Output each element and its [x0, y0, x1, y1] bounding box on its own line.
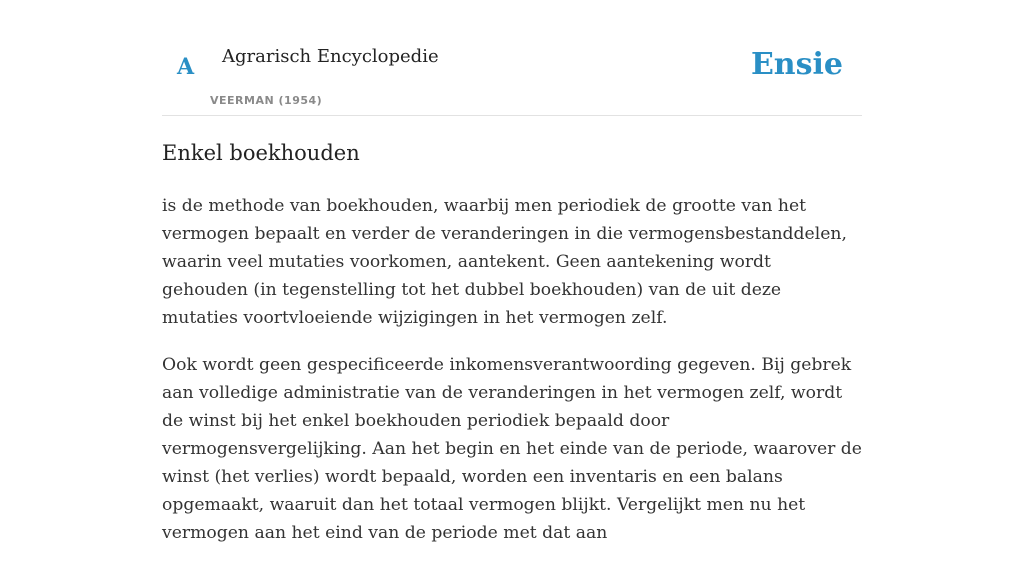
article-paragraph: Ook wordt geen gespecificeerde inkomensverantwoording gegeven. Bij gebrek aan volledige administratie van de veranderingen in het vermogen zelf, wordt de winst bij het enkel boekhouden periodiek bepaald door vermogensvergelijking. Aan het begin en het einde van de periode, waarover de winst (het verlies) wordt bepaald, worden een inventaris en een balans opgemaakt, waaruit dan het totaal vermogen blijkt. Vergelijkt men nu het vermogen aan het eind van de periode met dat aan [162, 355, 862, 543]
page-header [162, 0, 862, 116]
ensie-brand-logo[interactable]: Ensie [750, 47, 843, 82]
encyclopedia-subtitle: VEERMAN (1954) [210, 94, 323, 107]
encyclopedia-title[interactable]: Agrarisch Encyclopedie [222, 46, 439, 67]
article-title: Enkel boekhouden [162, 141, 360, 165]
encyclopedia-logo-icon[interactable]: A [177, 54, 195, 80]
article-body [162, 192, 862, 566]
article-paragraph: is de methode van boekhouden, waarbij men periodiek de grootte van het vermogen bepaalt en verder de veranderingen in die vermogensbestanddelen, waarin veel mutaties voorkomen, aantekent. Geen aantekening wordt gehouden (in tegenstelling tot het dubbel boekhouden) van de uit deze mutaties voortvloeiende wijzigingen in het vermogen zelf. [162, 196, 847, 328]
page-container [162, 0, 862, 543]
